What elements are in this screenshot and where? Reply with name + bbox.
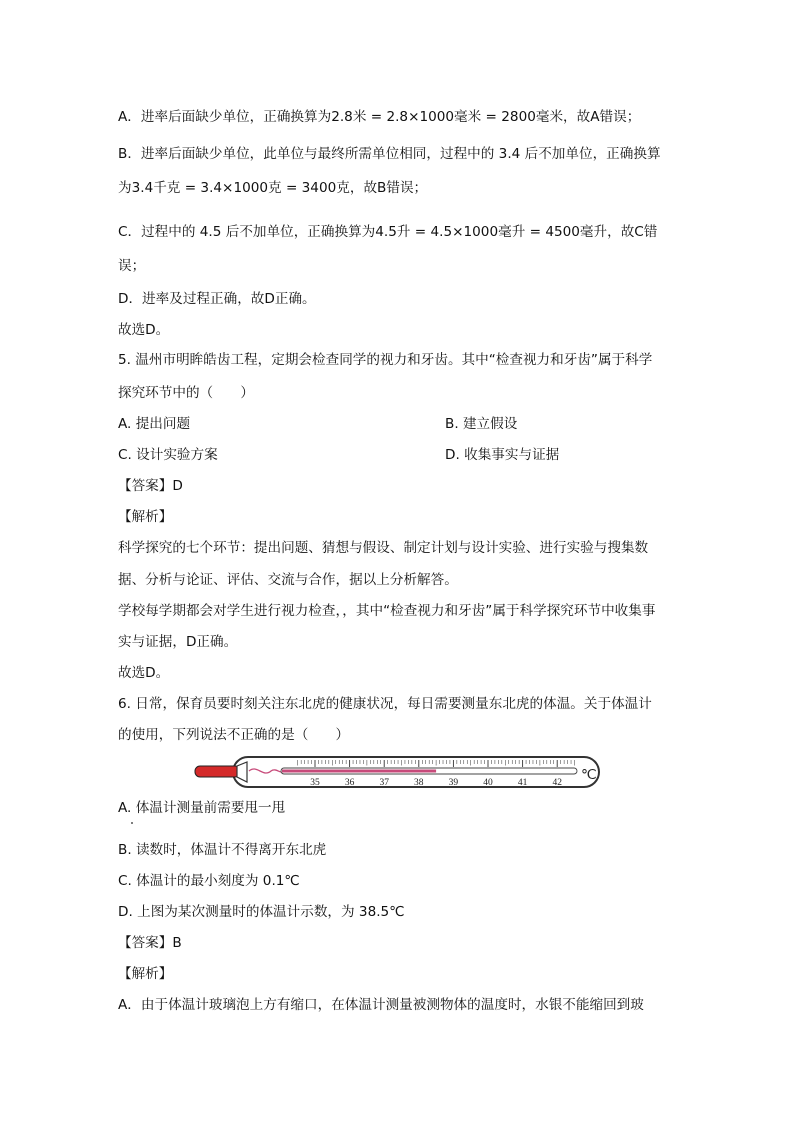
q5-analysis-line-2: 据、分析与论证、评估、交流与合作，据以上分析解答。 (118, 572, 458, 588)
q6-analysis-line-1: A．由于体温计玻璃泡上方有缩口，在体温计测量被测物体的温度时，水银不能缩回到玻 (118, 997, 644, 1013)
q6-stem-line-1: 6. 日常，保育员要时刻关注东北虎的健康状况，每日需要测量东北虎的体温。关于体温计 (118, 696, 652, 712)
scale-label: 35 (310, 778, 320, 788)
q6-stem-line-2: 的使用，下列说法不正确的是（ ） (118, 727, 350, 743)
solution-c-line-1: C．过程中的 4.5 后不加单位，正确换算为4.5升 = 4.5×1000毫升 = 4500毫升，故C错 (118, 224, 658, 240)
q5-analysis-line-4: 实与证据，D正确。 (118, 634, 238, 650)
thermometer-bulb (195, 766, 240, 777)
q6-answer: 【答案】B (118, 935, 182, 951)
scale-label: 42 (552, 778, 562, 788)
q6-option-a: A. 体温计测量前需要甩一甩 (118, 800, 286, 816)
q5-analysis-line-1: 科学探究的七个环节：提出问题、猜想与假设、制定计划与设计实验、进行实验与搜集数 (118, 540, 649, 556)
thermometer-figure (193, 756, 601, 790)
solution-b-line-1: B．进率后面缺少单位，此单位与最终所需单位相同，过程中的 3.4 后不加单位，正确换算 (118, 146, 661, 162)
q5-analysis-line-3: 学校每学期都会对学生进行视力检查，，其中“检查视力和牙齿”属于科学探究环节中收集事 (118, 603, 656, 619)
solution-conclusion: 故选D。 (118, 322, 170, 338)
q5-answer: 【答案】D (118, 478, 183, 494)
mercury-column (282, 770, 436, 773)
q6-analysis-label: 【解析】 (118, 966, 173, 982)
scale-label: 36 (344, 778, 355, 788)
q5-option-b: B. 建立假设 (445, 416, 518, 432)
q5-conclusion: 故选D。 (118, 665, 170, 681)
q5-analysis-label: 【解析】 (118, 509, 173, 525)
scale-label: 38 (414, 778, 424, 788)
solution-c-line-2: 误； (118, 258, 146, 274)
scale-label: 41 (517, 778, 528, 788)
q6-option-c: C. 体温计的最小刻度为 0.1℃ (118, 873, 300, 889)
solution-d-line: D．进率及过程正确，故D正确。 (118, 291, 316, 307)
scale-label: 37 (379, 778, 389, 788)
q5-stem-line-2: 探究环节中的（ ） (118, 385, 254, 401)
stray-dot (131, 822, 133, 824)
scale-label: 39 (448, 778, 459, 788)
unit-label: ℃ (581, 768, 597, 783)
q6-option-b: B. 读数时，体温计不得离开东北虎 (118, 842, 327, 858)
q5-stem-line-1: 5. 温州市明眸皓齿工程，定期会检查同学的视力和牙齿。其中“检查视力和牙齿”属于科学 (118, 352, 653, 368)
solution-b-line-2: 为3.4千克 = 3.4×1000克 = 3400克，故B错误； (118, 180, 428, 196)
q6-option-d: D. 上图为某次测量时的体温计示数，为 38.5℃ (118, 904, 405, 920)
q5-option-c: C. 设计实验方案 (118, 447, 218, 463)
scale-label: 40 (483, 778, 493, 788)
q5-option-d: D. 收集事实与证据 (445, 447, 560, 463)
solution-a-line: A．进率后面缺少单位，正确换算为2.8米 = 2.8×1000毫米 = 2800毫米，故A错误； (118, 109, 641, 125)
q5-option-a: A. 提出问题 (118, 416, 191, 432)
